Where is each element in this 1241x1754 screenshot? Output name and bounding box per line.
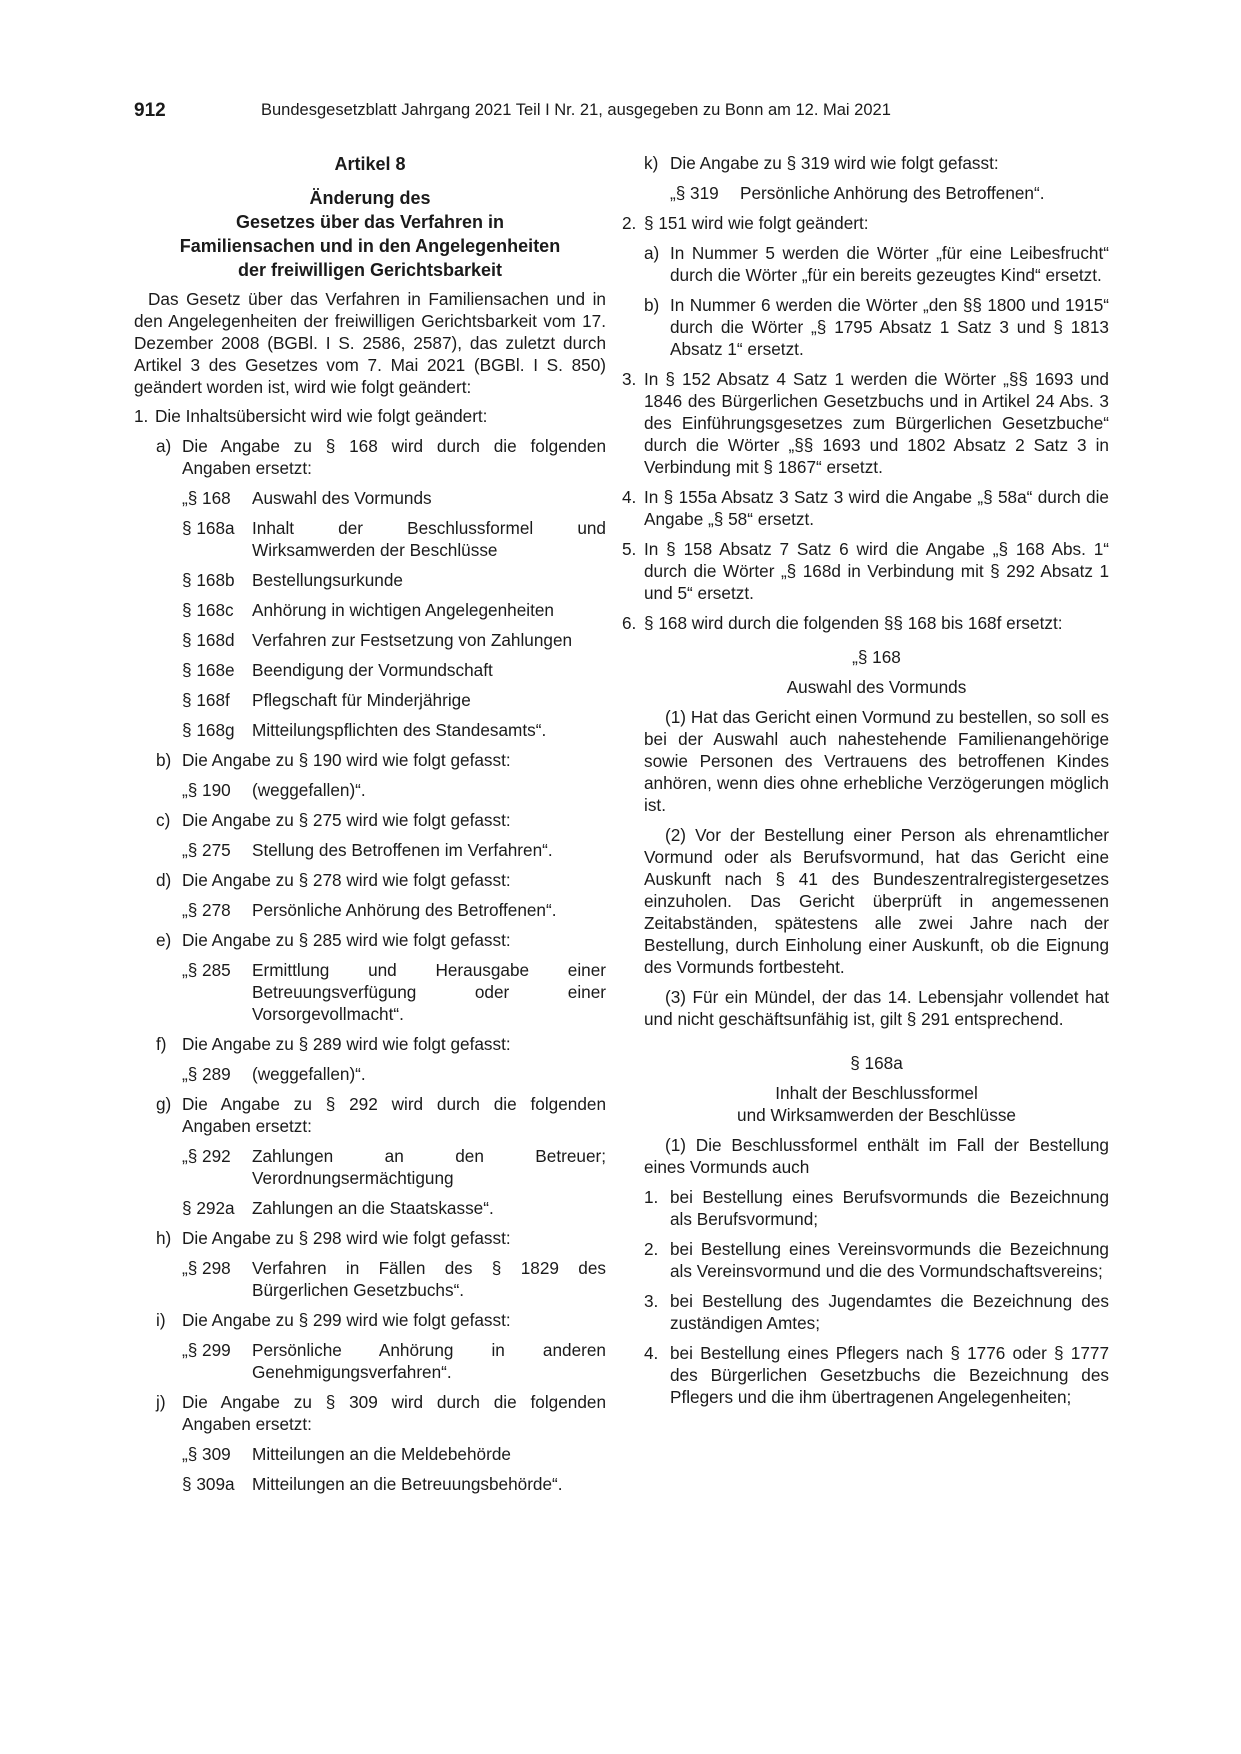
section-code: „§ 319: [670, 183, 719, 203]
subitem-text: Die Angabe zu § 309 wird durch die folgenden Angaben ersetzt:: [182, 1392, 606, 1434]
section-code: „§ 275: [182, 840, 231, 860]
section-title: Zahlungen an den Betreuer; Verordnungsermächtigung: [252, 1146, 606, 1188]
item-text: Die Inhaltsübersicht wird wie folgt geändert:: [155, 406, 488, 426]
paragraph: (1) Hat das Gericht einen Vormund zu bestellen, so soll es bei der Auswahl auch nahestehende Familienangehörige sowie Personen des Vertrauens des betroffenen Kindes anhören, wenn dies ohne erhebliche Verzögerungen möglich ist.: [644, 707, 1109, 815]
subitem-label: a): [156, 436, 172, 456]
intro-paragraph: Das Gesetz über das Verfahren in Familiensachen und in den Angelegenheiten der freiwilligen Gerichtsbarkeit vom 17. Dezember 2008 (BGBl. I S. 2586, 2587), das zuletzt durch Artikel 3 des Gesetzes vom 7. Mai 2021 (BGBl. I S. 850) geändert worden ist, wird wie folgt geändert:: [134, 289, 606, 397]
toc-entry: [182, 719, 606, 741]
section-code: „§ 168: [182, 488, 231, 508]
section-code: § 292a: [182, 1198, 235, 1218]
item-number: 6.: [622, 613, 637, 633]
item-number: 1.: [134, 406, 149, 426]
item-number: 4.: [644, 1343, 659, 1363]
toc-entry: [182, 1257, 606, 1301]
section-code: § 168b: [182, 570, 235, 590]
subitem-2a: [644, 242, 1109, 286]
subitem-label: c): [156, 810, 171, 830]
toc-entry: [182, 1473, 606, 1495]
toc-entry: [182, 629, 606, 651]
left-column: [134, 152, 606, 1503]
toc-entry: [182, 1145, 606, 1189]
subitem-c: [156, 809, 606, 831]
toc-entry: [182, 779, 606, 801]
section-title: Bestellungsurkunde: [252, 570, 403, 590]
section-code: § 168a: [182, 518, 235, 538]
list-item: [644, 1290, 1109, 1334]
item-number: 2.: [622, 213, 637, 233]
section-code: § 168g: [182, 720, 235, 740]
section-code: § 168c: [182, 600, 234, 620]
subitem-text: Die Angabe zu § 292 wird durch die folgenden Angaben ersetzt:: [182, 1094, 606, 1136]
section-title: Stellung des Betroffenen im Verfahren“.: [252, 840, 553, 860]
section-code: „§ 299: [182, 1340, 231, 1360]
list-item-4: [622, 486, 1109, 530]
list-item: [644, 1186, 1109, 1230]
subitem-label: i): [156, 1310, 166, 1330]
toc-entry: [182, 569, 606, 591]
item-text: bei Bestellung eines Vereinsvormunds die Bezeichnung als Vereinsvormund und die des Vormundschaftsvereins;: [670, 1239, 1109, 1281]
toc-entry: [182, 1339, 606, 1383]
subitem-label: j): [156, 1392, 166, 1412]
section-title: Anhörung in wichtigen Angelegenheiten: [252, 600, 554, 620]
item-text: § 151 wird wie folgt geändert:: [644, 213, 869, 233]
running-title: Bundesgesetzblatt Jahrgang 2021 Teil I Nr. 21, ausgegeben zu Bonn am 12. Mai 2021: [261, 101, 891, 119]
section-title: Ermittlung und Herausgabe einer Betreuungsverfügung oder einer Vorsorgevollmacht“.: [252, 960, 606, 1024]
subitem-e: [156, 929, 606, 951]
section-title: Beendigung der Vormundschaft: [252, 660, 493, 680]
subitem-text: Die Angabe zu § 168 wird durch die folgenden Angaben ersetzt:: [182, 436, 606, 478]
subitem-k: [644, 152, 1109, 174]
toc-entry: [182, 659, 606, 681]
item-text: In § 155a Absatz 3 Satz 3 wird die Angabe „§ 58a“ durch die Angabe „§ 58“ ersetzt.: [644, 487, 1109, 529]
section-heading: „§ 168: [852, 647, 901, 667]
item-text: bei Bestellung des Jugendamtes die Bezeichnung des zuständigen Amtes;: [670, 1291, 1109, 1333]
article-title-line: der freiwilligen Gerichtsbarkeit: [237, 260, 503, 280]
page-number: 912: [134, 100, 166, 121]
item-text: bei Bestellung eines Pflegers nach § 1776 oder § 1777 des Bürgerlichen Gesetzbuchs die Bezeichnung des Pflegers und die ihm übertragenen Angelegenheiten;: [670, 1343, 1109, 1407]
section-title: Pflegschaft für Minderjährige: [252, 690, 471, 710]
subitem-label: a): [644, 243, 660, 263]
article-number: Artikel 8: [334, 154, 406, 174]
section-title: Persönliche Anhörung des Betroffenen“.: [740, 183, 1045, 203]
subitem-text: Die Angabe zu § 319 wird wie folgt gefasst:: [670, 153, 999, 173]
toc-entry: [182, 1197, 606, 1219]
subitem-f: [156, 1033, 606, 1055]
subitem-label: e): [156, 930, 172, 950]
section-title: Auswahl des Vormunds: [252, 488, 432, 508]
list-item-2: [622, 212, 1109, 234]
list-item-3: [622, 368, 1109, 478]
subitem-i: [156, 1309, 606, 1331]
section-code: § 168e: [182, 660, 235, 680]
section-title: Auswahl des Vormunds: [786, 677, 967, 697]
section-title: (weggefallen)“.: [252, 780, 366, 800]
section-code: „§ 278: [182, 900, 231, 920]
section-title: Mitteilungen an die Betreuungsbehörde“.: [252, 1474, 563, 1494]
toc-entry: [182, 959, 606, 1025]
toc-entry: [182, 1063, 606, 1085]
article-title: [134, 186, 606, 282]
section-code: „§ 289: [182, 1064, 231, 1084]
list-item-5: [622, 538, 1109, 604]
subitem-label: f): [156, 1034, 167, 1054]
item-text: In § 152 Absatz 4 Satz 1 werden die Wörter „§§ 1693 und 1846 des Bürgerlichen Gesetzbuchs und in Artikel 24 Abs. 3 des Einführungsgesetzes zum Bürgerlichen Gesetzbuche“ durch die Wörter „§§ 1693 und 1802 Absatz 2 Satz 3 in Verbindung mit § 1867“ ersetzt.: [644, 369, 1109, 477]
toc-entry: [670, 182, 1109, 204]
section-title: Persönliche Anhörung des Betroffenen“.: [252, 900, 557, 920]
toc-entry: [182, 599, 606, 621]
item-text: § 168 wird durch die folgenden §§ 168 bis 168f ersetzt:: [644, 613, 1063, 633]
section-code: „§ 285: [182, 960, 231, 980]
section-title: Mitteilungspflichten des Standesamts“.: [252, 720, 547, 740]
section-title: Zahlungen an die Staatskasse“.: [252, 1198, 494, 1218]
section-title: Inhalt der Beschlussformel: [775, 1083, 978, 1103]
item-number: 3.: [644, 1291, 659, 1311]
item-number: 5.: [622, 539, 637, 559]
subitem-label: b): [156, 750, 172, 770]
subitem-text: Die Angabe zu § 190 wird wie folgt gefasst:: [182, 750, 511, 770]
section-code: § 168d: [182, 630, 235, 650]
article-title-line: Gesetzes über das Verfahren in: [235, 212, 505, 232]
item-number: 4.: [622, 487, 637, 507]
list-item: [644, 1342, 1109, 1408]
subitem-text: In Nummer 6 werden die Wörter „den §§ 1800 und 1915“ durch die Wörter „§ 1795 Absatz 1 Satz 3 und § 1813 Absatz 1“ ersetzt.: [670, 295, 1109, 359]
subitem-text: Die Angabe zu § 278 wird wie folgt gefasst:: [182, 870, 511, 890]
section-title: (weggefallen)“.: [252, 1064, 366, 1084]
list-item-6: [622, 612, 1109, 634]
toc-entry: [182, 517, 606, 561]
list-item: [644, 1238, 1109, 1282]
section-title: und Wirksamwerden der Beschlüsse: [737, 1105, 1016, 1125]
section-title: Mitteilungen an die Meldebehörde: [252, 1444, 511, 1464]
subitem-label: h): [156, 1228, 172, 1248]
subitem-label: b): [644, 295, 660, 315]
item-number: 1.: [644, 1187, 659, 1207]
section-code: „§ 309: [182, 1444, 231, 1464]
toc-entry: [182, 1443, 606, 1465]
subitem-label: d): [156, 870, 172, 890]
section-code: „§ 292: [182, 1146, 231, 1166]
subitem-2b: [644, 294, 1109, 360]
subitem-text: Die Angabe zu § 285 wird wie folgt gefasst:: [182, 930, 511, 950]
subitem-text: In Nummer 5 werden die Wörter „für eine Leibesfrucht“ durch die Wörter „für ein bereits gezeugtes Kind“ ersetzt.: [670, 243, 1109, 285]
subitem-text: Die Angabe zu § 299 wird wie folgt gefasst:: [182, 1310, 511, 1330]
subitem-j: [156, 1391, 606, 1435]
subitem-label: g): [156, 1094, 172, 1114]
paragraph: (3) Für ein Mündel, der das 14. Lebensjahr vollendet hat und nicht geschäftsunfähig ist, gilt § 291 entsprechend.: [644, 987, 1109, 1029]
item-text: bei Bestellung eines Berufsvormunds die Bezeichnung als Berufsvormund;: [670, 1187, 1109, 1229]
paragraph: (2) Vor der Bestellung einer Person als ehrenamtlicher Vormund oder als Berufsvormund, hat das Gericht eine Auskunft nach § 41 des Bundeszentralregistergesetzes einzuholen. Das Gericht überprüft in angemessenen Zeitabständen, spätestens alle zwei Jahre nach der Bestellung, durch Einholung einer Auskunft, ob die Eignung des Vormunds fortbesteht.: [644, 825, 1109, 977]
subitem-d: [156, 869, 606, 891]
item-text: In § 158 Absatz 7 Satz 6 wird die Angabe „§ 168 Abs. 1“ durch die Wörter „§ 168d in Verbindung mit § 292 Absatz 1 und 5“ ersetzt.: [644, 539, 1109, 603]
subitem-g: [156, 1093, 606, 1137]
subitem-h: [156, 1227, 606, 1249]
subitem-label: k): [644, 153, 659, 173]
section-heading: § 168a: [850, 1053, 903, 1073]
list-item-1: [134, 405, 606, 427]
section-title: Verfahren zur Festsetzung von Zahlungen: [252, 630, 573, 650]
section-code: § 168f: [182, 690, 230, 710]
section-title: Inhalt der Beschlussformel und Wirksamwerden der Beschlüsse: [252, 518, 606, 560]
subitem-b: [156, 749, 606, 771]
item-number: 2.: [644, 1239, 659, 1259]
page-header: [134, 100, 1109, 128]
toc-entry: [182, 899, 606, 921]
toc-entry: [182, 839, 606, 861]
section-code: „§ 298: [182, 1258, 231, 1278]
toc-entry: [182, 487, 606, 509]
toc-entry: [182, 689, 606, 711]
item-number: 3.: [622, 369, 637, 389]
right-column: [622, 152, 1109, 1416]
section-title: Verfahren in Fällen des § 1829 des Bürgerlichen Gesetzbuchs“.: [252, 1258, 606, 1300]
section-code: § 309a: [182, 1474, 235, 1494]
section-code: „§ 190: [182, 780, 231, 800]
section-title: Persönliche Anhörung in anderen Genehmigungsverfahren“.: [252, 1340, 606, 1382]
subitem-text: Die Angabe zu § 275 wird wie folgt gefasst:: [182, 810, 511, 830]
subitem-text: Die Angabe zu § 289 wird wie folgt gefasst:: [182, 1034, 511, 1054]
subitem-text: Die Angabe zu § 298 wird wie folgt gefasst:: [182, 1228, 511, 1248]
paragraph: (1) Die Beschlussformel enthält im Fall der Bestellung eines Vormunds auch: [644, 1135, 1109, 1177]
subitem-a: [156, 435, 606, 479]
article-title-line: Familiensachen und in den Angelegenheiten: [179, 236, 561, 256]
article-title-line: Änderung des: [309, 188, 431, 208]
